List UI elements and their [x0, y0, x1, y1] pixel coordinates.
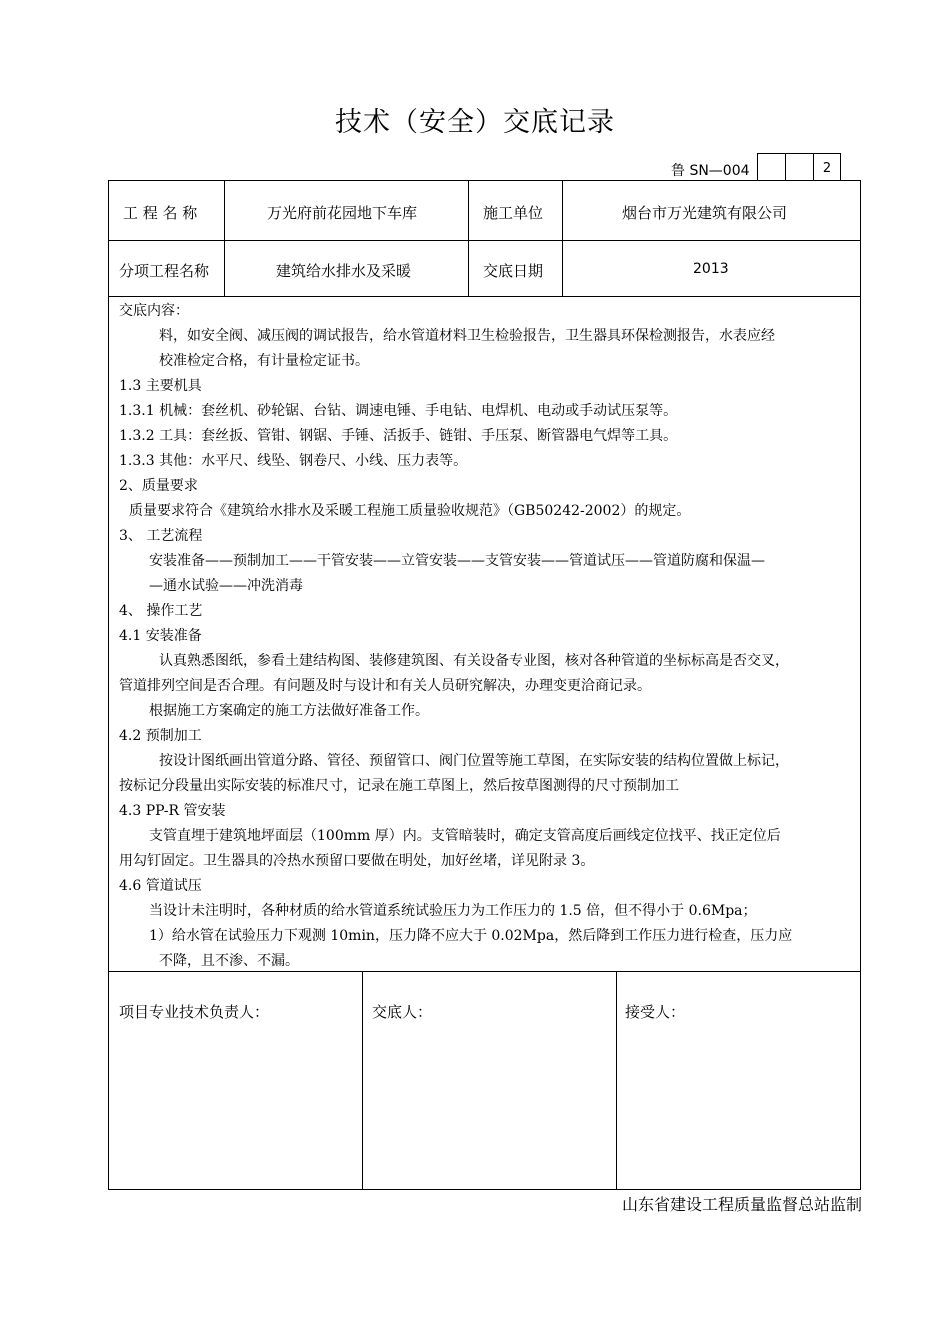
column-divider: [468, 181, 469, 296]
content-line: 1.3.2 工具：套丝扳、管钳、钢锯、手锤、活扳手、链钳、手压泵、断管器电气焊等工具。: [119, 428, 678, 444]
content-line: 用勾钉固定。卫生器具的冷热水预留口要做在明处，加好丝堵，详见附录 3。: [119, 853, 595, 869]
content-label: 交底内容：: [119, 303, 189, 319]
row-divider: [109, 240, 860, 241]
content-line: 3、 工艺流程: [119, 528, 203, 544]
content-line: 校准检定合格，有计量检定证书。: [159, 353, 369, 369]
project-name-value: 万光府前花园地下车库: [267, 204, 418, 222]
receiver-signature-label: 接受人：: [625, 1003, 686, 1021]
column-divider: [562, 181, 563, 296]
content-line: 按设计图纸画出管道分路、管径、预留管口、阀门位置等施工草图，在实际安装的结构位置做上标记，: [159, 753, 789, 769]
supervising-organization: 山东省建设工程质量监督总站监制: [621, 1195, 862, 1214]
content-line: 质量要求符合《建筑给水排水及采暖工程施工质量验收规范》（GB50242-2002）的规定。: [129, 503, 691, 519]
form-code-box-3: 2: [814, 153, 841, 180]
content-lines: [119, 324, 854, 974]
disclosure-content: [119, 301, 854, 974]
content-line: 料，如安全阀、减压阀的调试报告，给水管道材料卫生检验报告，卫生器具环保检测报告，水表应经: [159, 328, 775, 344]
content-line: 4.2 预制加工: [119, 728, 202, 744]
construction-unit-label: 施工单位: [483, 204, 544, 222]
content-line: 4.1 安装准备: [119, 628, 202, 644]
sub-project-label: 分项工程名称: [119, 262, 210, 280]
content-line: 1）给水管在试验压力下观测 10min，压力降不应大于 0.02Mpa，然后降到工作压力进行检查，压力应: [149, 928, 793, 944]
content-line: 安装准备——预制加工——干管安装——立管安装——支管安装——管道试压——管道防腐和保温—: [149, 553, 765, 569]
form-code-box-1: [757, 153, 786, 180]
column-divider: [616, 971, 617, 1190]
content-line: 2、质量要求: [119, 478, 198, 494]
tech-lead-signature-label: 项目专业技术负责人：: [119, 1003, 270, 1021]
content-line: 不降，且不渗、不漏。: [159, 953, 299, 969]
content-line: 4.6 管道试压: [119, 878, 202, 894]
form-code-box-2: [786, 153, 814, 180]
content-line: 管道排列空间是否合理。有问题及时与设计和有关人员研究解决，办理变更洽商记录。: [119, 678, 651, 694]
content-line: 支管直埋于建筑地坪面层（100mm 厚）内。支管暗装时，确定支管高度后画线定位找平、找正定位后: [149, 828, 781, 844]
content-line: 当设计未注明时，各种材质的给水管道系统试验压力为工作压力的 1.5 倍，但不得小于 0.6Mpa；: [149, 903, 757, 919]
sub-project-value: 建筑给水排水及采暖: [276, 262, 412, 280]
column-divider: [224, 181, 225, 296]
content-line: 1.3.1 机械：套丝机、砂轮锯、台钻、调速电锤、手电钻、电焊机、电动或手动试压泵等。: [119, 403, 678, 419]
content-line: 1.3 主要机具: [119, 378, 202, 394]
form-code: 鲁 SN—004: [671, 163, 750, 179]
construction-unit-value: 烟台市万光建筑有限公司: [622, 204, 788, 222]
date-label: 交底日期: [483, 262, 544, 280]
project-name-label: 工 程 名 称: [123, 204, 198, 222]
content-line: 4、 操作工艺: [119, 603, 203, 619]
content-line: 根据施工方案确定的施工方法做好准备工作。: [149, 703, 429, 719]
disclosure-table: [108, 180, 861, 1190]
content-line: 1.3.3 其他：水平尺、线坠、钢卷尺、小线、压力表等。: [119, 453, 468, 469]
date-value: 2013: [693, 261, 729, 277]
content-line: 认真熟悉图纸，参看土建结构图、装修建筑图、有关设备专业图，核对各种管道的坐标标高是否交叉，: [159, 653, 789, 669]
discloser-signature-label: 交底人：: [372, 1003, 433, 1021]
content-line: 按标记分段量出实际安装的标准尺寸，记录在施工草图上，然后按草图测得的尺寸预制加工: [119, 778, 679, 794]
row-divider: [109, 296, 860, 297]
content-line: 4.3 PP-R 管安装: [119, 803, 226, 819]
content-line: —通水试验——冲洗消毒: [149, 578, 303, 594]
column-divider: [362, 971, 363, 1190]
document-title: 技术（安全）交底记录: [335, 107, 615, 138]
